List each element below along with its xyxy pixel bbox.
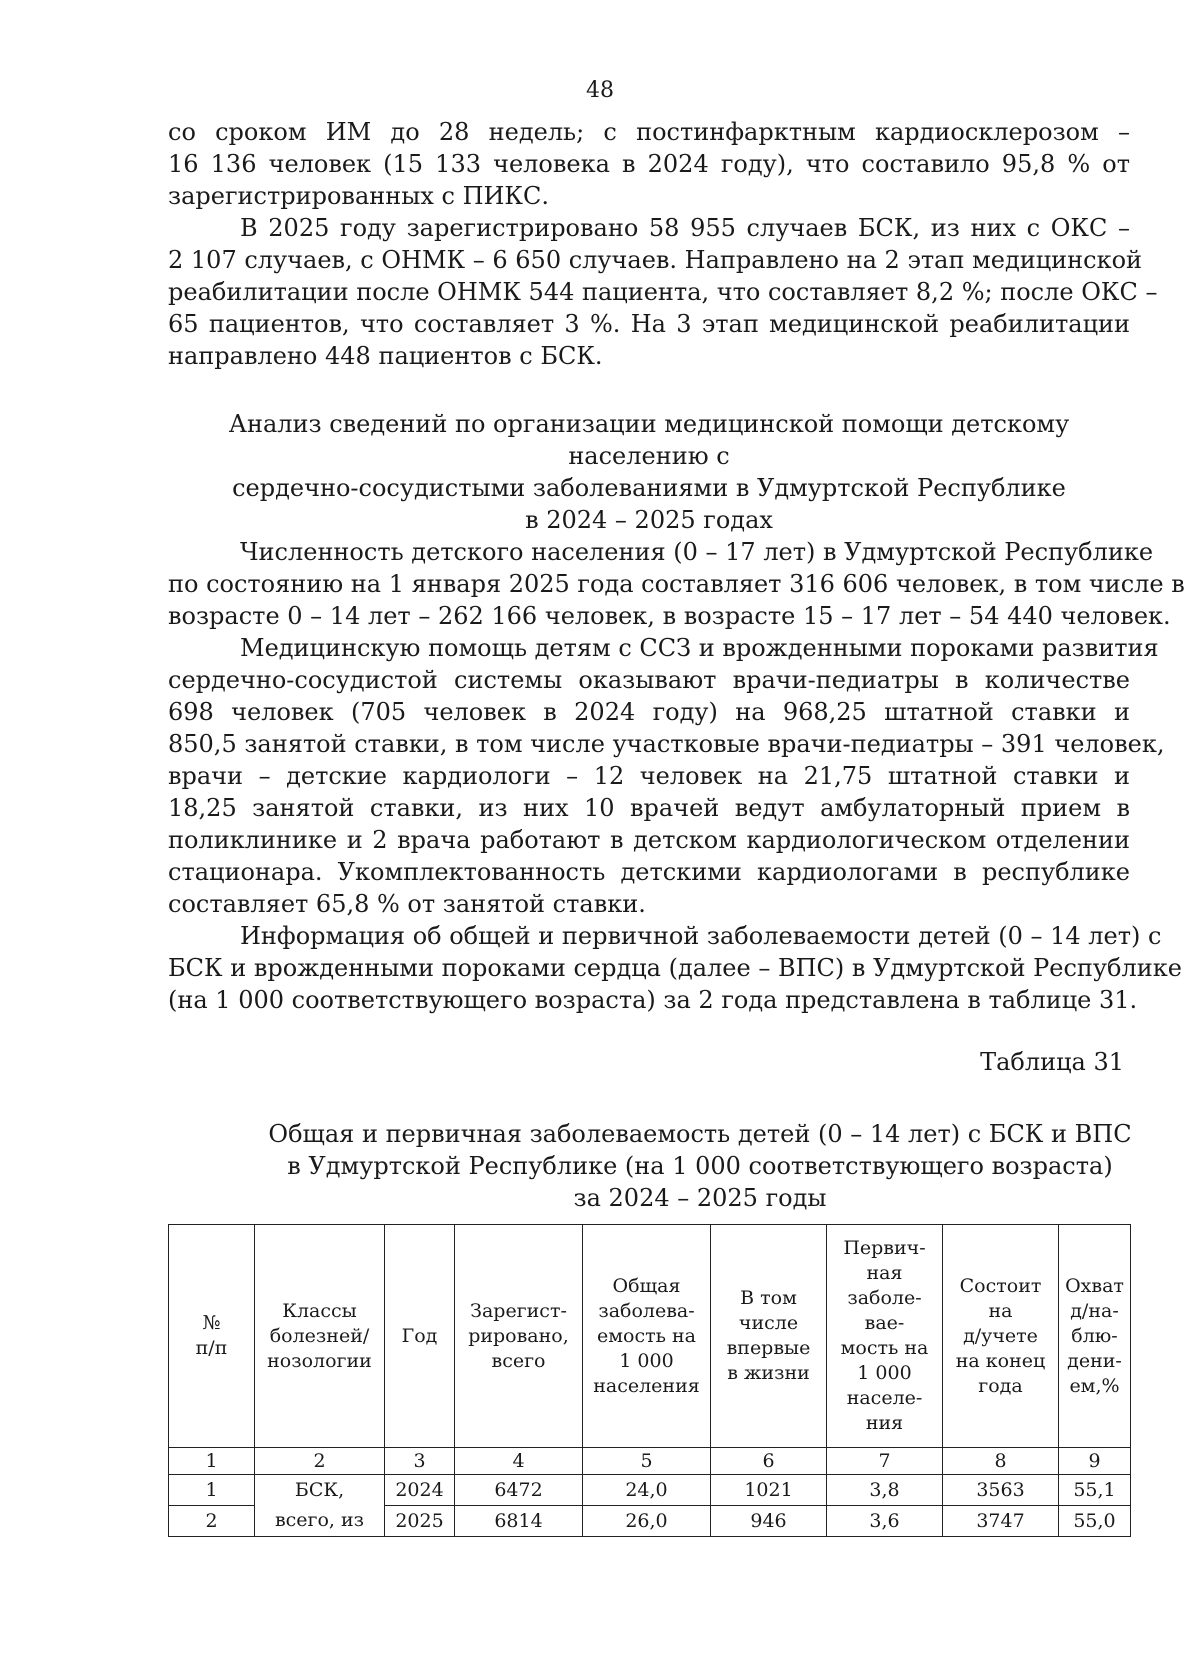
body-paragraph-population [168, 536, 1185, 632]
general-morbidity-cell: 26,0 [583, 1506, 711, 1537]
header-col-4: Зарегист- рировано, всего [455, 1225, 583, 1448]
header-col-9: Охват д/на- блю- дени- ем,% [1059, 1225, 1131, 1448]
coverage-cell: 55,0 [1059, 1506, 1131, 1537]
column-number: 1 [169, 1448, 255, 1475]
text-line: по состоянию на 1 января 2025 года составляет 316 606 человек, в том числе в [168, 570, 1185, 598]
disease-class-line: всего, из [274, 1509, 365, 1531]
text-line: 2 107 случаев, с ОНМК – 6 650 случаев. Направлено на 2 этап медицинской [168, 246, 1143, 274]
column-number: 6 [711, 1448, 827, 1475]
table-title-line: в Удмуртской Республике (на 1 000 соответствующего возраста) [287, 1152, 1113, 1180]
table-title [260, 1118, 1140, 1214]
text-line: В 2025 году зарегистрировано 58 955 случаев БСК, из них с ОКС – [240, 214, 1130, 242]
text-line: 698 человек (705 человек в 2024 году) на 968,25 штатной ставки и [168, 698, 1130, 726]
table-title-line: Общая и первичная заболеваемость детей (0 – 14 лет) с БСК и ВПС [268, 1120, 1132, 1148]
first-time-cell: 946 [711, 1506, 827, 1537]
header-col-7: Первич- ная заболе- вае- мость на 1 000 населе- ния [827, 1225, 943, 1448]
dispensary-cell: 3747 [943, 1506, 1059, 1537]
header-col-1: № п/п [169, 1225, 255, 1448]
table-label: Таблица 31 [980, 1048, 1124, 1076]
registered-cell: 6472 [455, 1475, 583, 1506]
column-number: 5 [583, 1448, 711, 1475]
heading-line: Анализ сведений по организации медицинской помощи детскому населению с [228, 410, 1070, 470]
primary-morbidity-cell: 3,8 [827, 1475, 943, 1506]
table-row [169, 1475, 1131, 1506]
header-col-8: Состоит на д/учете на конец года [943, 1225, 1059, 1448]
intro-paragraph-2 [168, 212, 1158, 372]
heading-line: сердечно-сосудистыми заболеваниями в Удмуртской Республике [232, 474, 1066, 502]
text-line: врачи – детские кардиологи – 12 человек на 21,75 штатной ставки и [168, 762, 1130, 790]
column-number: 4 [455, 1448, 583, 1475]
first-time-cell: 1021 [711, 1475, 827, 1506]
body-text [168, 536, 1185, 1016]
text-line: 850,5 занятой ставки, в том числе участковые врачи-педиатры – 391 человек, [168, 730, 1165, 758]
section-heading [168, 408, 1130, 536]
text-line: стационара. Укомплектованность детскими кардиологами в республике [168, 858, 1130, 886]
primary-morbidity-cell: 3,6 [827, 1506, 943, 1537]
text-line: поликлинике и 2 врача работают в детском кардиологическом отделении [168, 826, 1130, 854]
text-line: БСК и врожденными пороками сердца (далее – ВПС) в Удмуртской Республике [168, 954, 1182, 982]
header-col-5: Общая заболева- емость на 1 000 населения [583, 1225, 711, 1448]
body-paragraph-staff [168, 632, 1165, 920]
header-col-6: В том числе впервые в жизни [711, 1225, 827, 1448]
intro-paragraph-1 [168, 116, 1130, 212]
disease-class-cell [255, 1475, 385, 1537]
column-number: 3 [385, 1448, 455, 1475]
column-number: 9 [1059, 1448, 1131, 1475]
text-line: сердечно-сосудистой системы оказывают врачи-педиатры в количестве [168, 666, 1130, 694]
text-line: 18,25 занятой ставки, из них 10 врачей ведут амбулаторный прием в [168, 794, 1130, 822]
text-line: 65 пациентов, что составляет 3 %. На 3 этап медицинской реабилитации [168, 310, 1130, 338]
text-line: Информация об общей и первичной заболеваемости детей (0 – 14 лет) с [240, 922, 1162, 950]
text-line: зарегистрированных с ПИКС. [168, 182, 549, 210]
intro-text [168, 116, 1158, 372]
coverage-cell: 55,1 [1059, 1475, 1131, 1506]
row-number: 2 [169, 1506, 255, 1537]
morbidity-table [168, 1224, 1131, 1537]
column-number: 8 [943, 1448, 1059, 1475]
disease-class-line: БСК, [294, 1479, 345, 1501]
column-number: 2 [255, 1448, 385, 1475]
text-line: со сроком ИМ до 28 недель; с постинфарктным кардиосклерозом – [168, 118, 1130, 146]
heading-line: в 2024 – 2025 годах [525, 506, 773, 534]
year-cell: 2025 [385, 1506, 455, 1537]
text-line: Численность детского населения (0 – 17 лет) в Удмуртской Республике [240, 538, 1154, 566]
column-number-row [169, 1448, 1131, 1475]
table-header-row [169, 1225, 1131, 1448]
text-line: Медицинскую помощь детям с ССЗ и врожденными пороками развития [240, 634, 1159, 662]
table-title-line: за 2024 – 2025 годы [573, 1184, 827, 1212]
text-line: (на 1 000 соответствующего возраста) за 2 года представлена в таблице 31. [168, 986, 1138, 1014]
header-col-3: Год [385, 1225, 455, 1448]
text-line: направлено 448 пациентов с БСК. [168, 342, 603, 370]
general-morbidity-cell: 24,0 [583, 1475, 711, 1506]
header-col-2: Классы болезней/ нозологии [255, 1225, 385, 1448]
column-number: 7 [827, 1448, 943, 1475]
text-line: 16 136 человек (15 133 человека в 2024 году), что составило 95,8 % от [168, 150, 1130, 178]
text-line: возрасте 0 – 14 лет – 262 166 человек, в возрасте 15 – 17 лет – 54 440 человек. [168, 602, 1171, 630]
text-line: составляет 65,8 % от занятой ставки. [168, 890, 646, 918]
page-number: 48 [586, 78, 614, 103]
registered-cell: 6814 [455, 1506, 583, 1537]
row-number: 1 [169, 1475, 255, 1506]
text-line: реабилитации после ОНМК 544 пациента, что составляет 8,2 %; после ОКС – [168, 278, 1158, 306]
dispensary-cell: 3563 [943, 1475, 1059, 1506]
body-paragraph-table-intro [168, 920, 1182, 1016]
year-cell: 2024 [385, 1475, 455, 1506]
